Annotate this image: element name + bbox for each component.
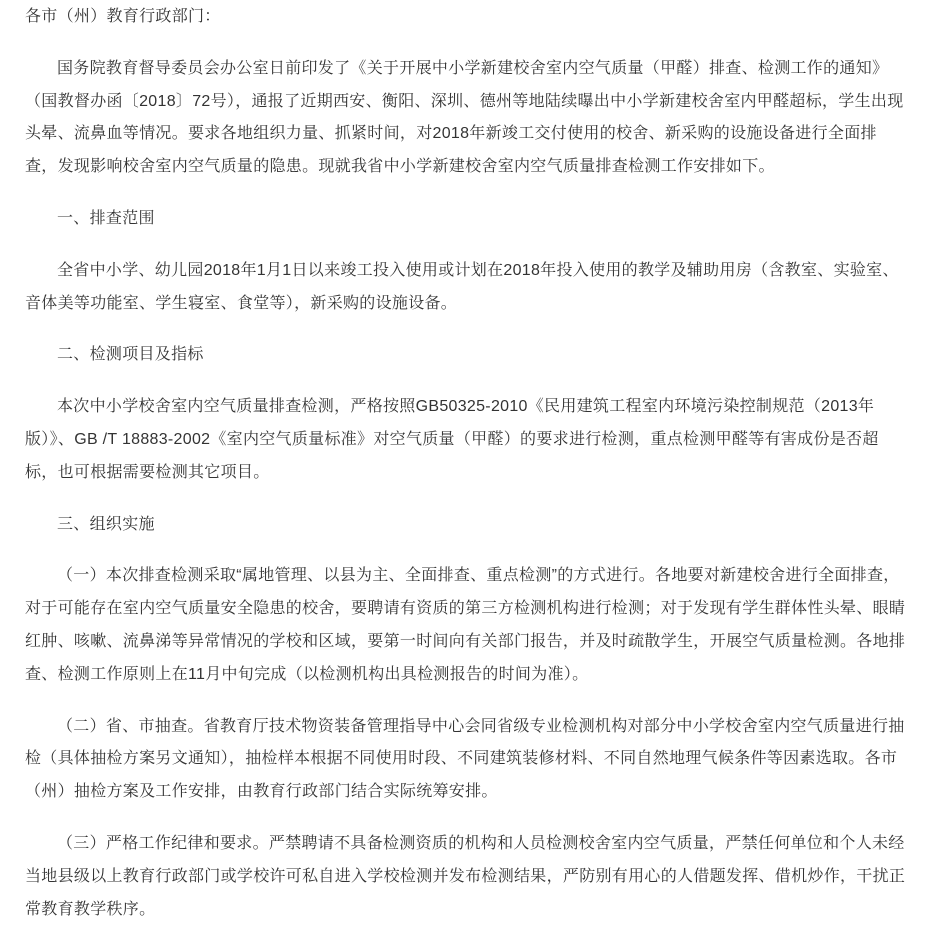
section-3-paragraph-item-2: （二）省、市抽查。省教育厅技术物资装备管理指导中心会同省级专业检测机构对部分中小学校舍室内空气质量进行抽检（具体抽检方案另文通知），抽检样本根据不同使用时段、不同建筑装修材料、不同自然地理气候条件等因素选取。各市（州）抽检方案及工作安排，由教育行政部门结合实际统筹安排。 — [25, 717, 905, 801]
intro-paragraph: 国务院教育督导委员会办公室日前印发了《关于开展中小学新建校舍室内空气质量（甲醛）排查、检测工作的通知》（国教督办函〔2018〕72号），通报了近期西安、衡阳、深圳、德州等地陆续曝出中小学新建校舍室内甲醛超标，学生出现头晕、流鼻血等情况。要求各地组织力量、抓紧时间，对2018年新竣工交付使用的校舍、新采购的设施设备进行全面排查，发现影响校舍室内空气质量的隐患。现就我省中小学新建校舍室内空气质量排查检测工作安排如下。 — [25, 59, 904, 176]
section-1-heading: 一、排查范围 — [57, 209, 155, 227]
section-3-paragraph-item-3: （三）严格工作纪律和要求。严禁聘请不具备检测资质的机构和人员检测校舍室内空气质量，严禁任何单位和个人未经当地县级以上教育行政部门或学校许可私自进入学校检测并发布检测结果，严防别有用心的人借题发挥、借机炒作，干扰正常教育教学秩序。 — [25, 834, 906, 918]
section-1-paragraph-scope: 全省中小学、幼儿园2018年1月1日以来竣工投入使用或计划在2018年投入使用的教学及辅助用房（含教室、实验室、音体美等功能室、学生寝室、食堂等），新采购的设施设备。 — [25, 261, 899, 312]
section-3-heading: 三、组织实施 — [57, 515, 155, 533]
salutation-line: 各市（州）教育行政部门： — [25, 8, 221, 25]
section-2-paragraph-standards: 本次中小学校舍室内空气质量排查检测，严格按照GB50325-2010《民用建筑工程室内环境污染控制规范（2013年版）》、GB /T 18883-2002《室内空气质量标准》对空气质量（甲醛）的要求进行检测，重点检测甲醛等有害成份是否超标，也可根据需要检测其它项目。 — [25, 398, 879, 481]
section-3-paragraph-item-1: （一）本次排查检测采取“属地管理、以县为主、全面排查、重点检测”的方式进行。各地要对新建校舍进行全面排查，对于可能存在室内空气质量安全隐患的校舍，要聘请有资质的第三方检测机构进行检测；对于发现有学生群体性头晕、眼睛红肿、咳嗽、流鼻涕等异常情况的学校和区域，要第一时间向有关部门报告，并及时疏散学生，开展空气质量检测。各地排查、检测工作原则上在11月中旬完成（以检测机构出具检测报告的时间为准）。 — [25, 567, 906, 683]
section-2-heading: 二、检测项目及指标 — [57, 346, 204, 364]
